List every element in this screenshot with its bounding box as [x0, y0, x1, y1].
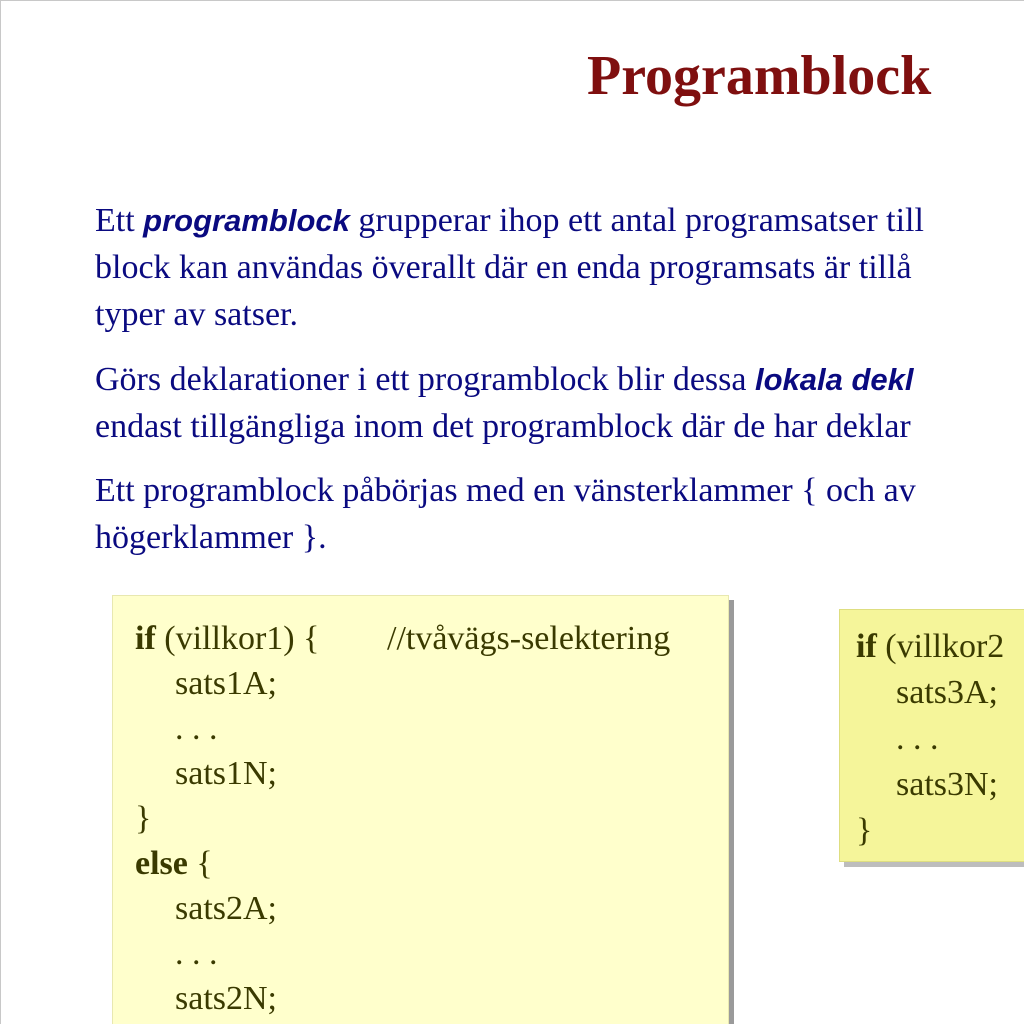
- code-line: sats3A;: [896, 674, 998, 711]
- code-example-if: [839, 609, 1024, 862]
- text-span: grupperar ihop ett antal programsatser till: [349, 202, 924, 239]
- text-span: Ett: [95, 202, 144, 239]
- code-line: . . .: [175, 935, 218, 972]
- keyword-if: if: [135, 620, 156, 657]
- code-line: sats1A;: [175, 665, 277, 702]
- paragraph-line: Ett programblock påbörjas med en vänsterklammer { och av: [95, 472, 916, 509]
- code-line: }: [856, 812, 873, 849]
- code-line: . . .: [175, 710, 218, 747]
- text-span: Görs deklarationer i ett programblock blir dessa: [95, 361, 755, 398]
- paragraph-braces: [95, 467, 916, 561]
- emphasis-term: lokala dekl: [754, 362, 914, 397]
- paragraph-local-declarations: [95, 356, 914, 450]
- code-comment: //tvåvägs-selektering: [387, 620, 671, 657]
- code-text: (villkor2: [876, 628, 1005, 665]
- code-line: [856, 624, 1024, 670]
- slide-title: Programblock: [587, 45, 932, 107]
- keyword-if: if: [856, 628, 877, 665]
- paragraph-line: endast tillgängliga inom det programblock där de har deklar: [95, 408, 911, 445]
- paragraph-line: block kan användas överallt där en enda programsats är tillå: [95, 249, 912, 286]
- paragraph-programblock-definition: [95, 197, 924, 338]
- code-line: sats2A;: [175, 890, 277, 927]
- keyword-else: else: [135, 845, 188, 882]
- paragraph-line: högerklammer }.: [95, 519, 327, 556]
- code-line: [135, 616, 728, 661]
- code-line: sats1N;: [175, 755, 277, 792]
- code-text: (villkor1) {: [155, 620, 320, 657]
- code-line: sats2N;: [175, 980, 277, 1017]
- code-line: . . .: [896, 720, 939, 757]
- code-line: sats3N;: [896, 766, 998, 803]
- emphasis-term: programblock: [143, 203, 350, 238]
- code-line: [135, 841, 728, 886]
- paragraph-line: [95, 197, 924, 244]
- code-example-if-else: [112, 595, 729, 1024]
- code-line: }: [135, 800, 152, 837]
- code-text: {: [187, 845, 213, 882]
- paragraph-line: typer av satser.: [95, 296, 298, 333]
- paragraph-line: [95, 356, 914, 403]
